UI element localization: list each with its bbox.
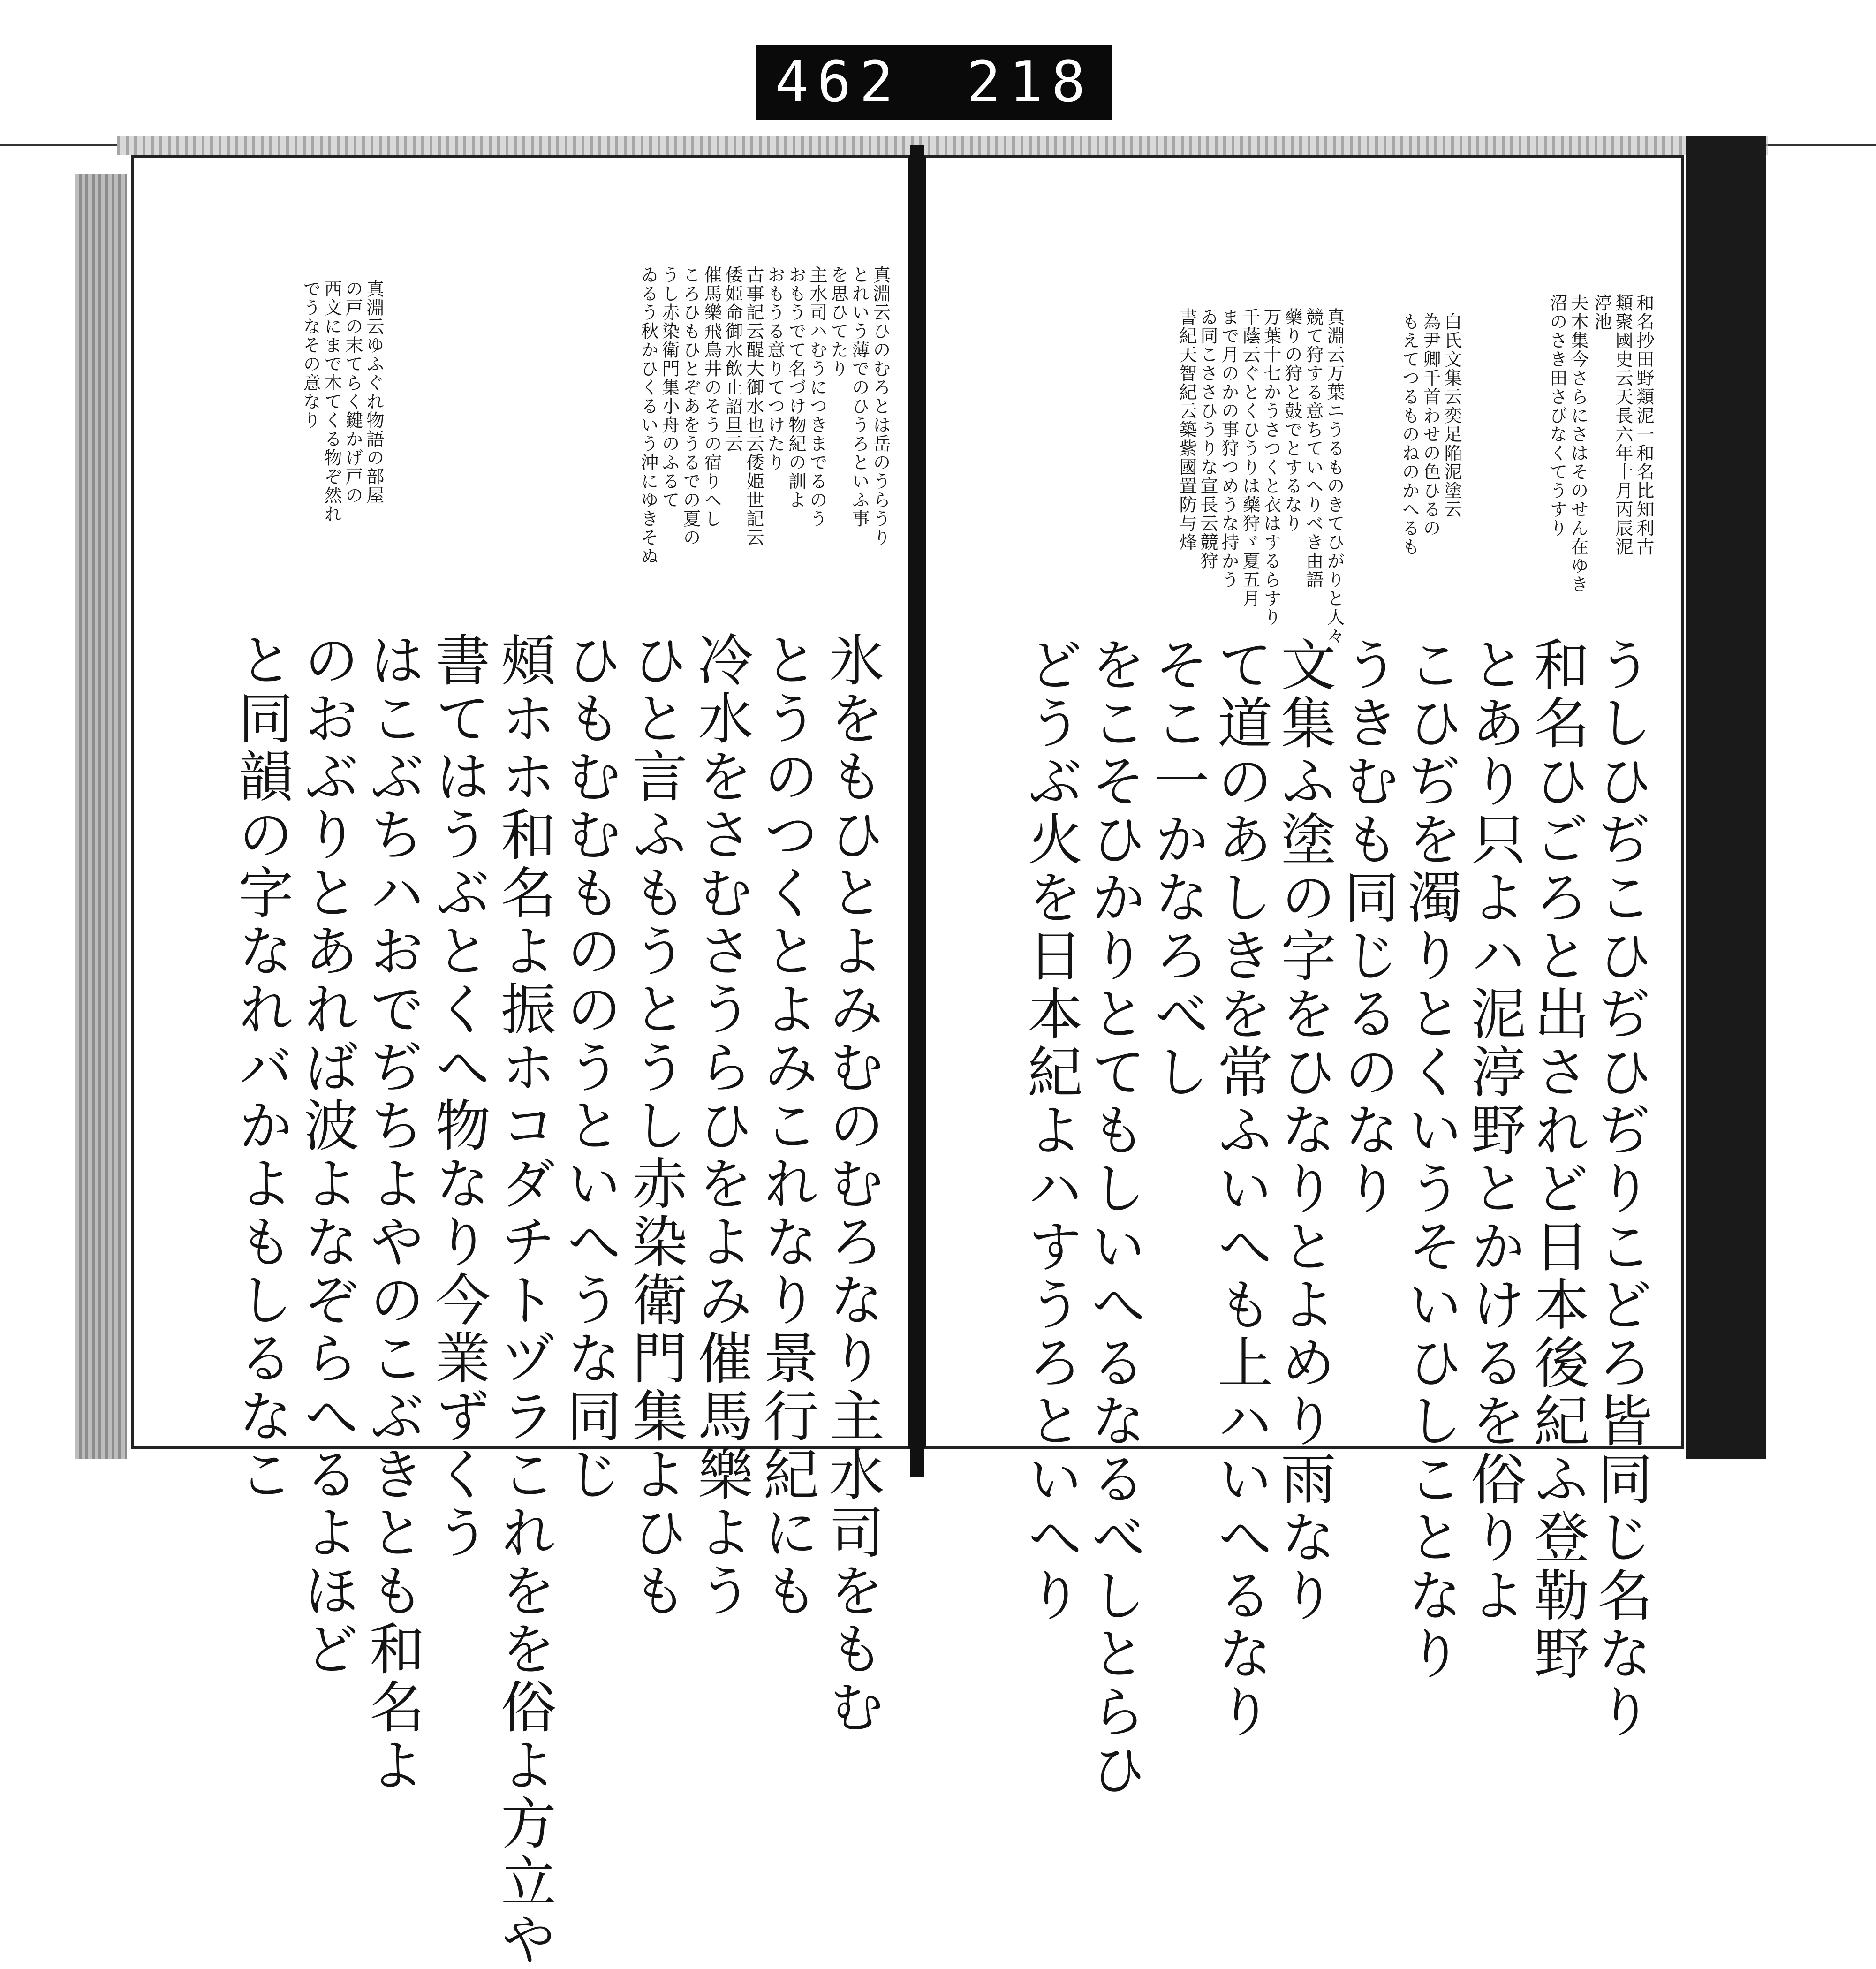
label-left-number: 462 — [775, 49, 902, 115]
left-note2-col-3: 西文にまで木てくる物ぞ然れ — [321, 280, 342, 523]
left-note-col-10: ころひもひとぞあをうるでの夏の — [680, 265, 701, 547]
left-note-col-2: とれいう薄でのひうろといふ事 — [849, 265, 870, 528]
right-page — [924, 155, 1684, 1799]
right-page-stack — [1686, 136, 1766, 1459]
right-main-col-7: て道のあしきを常ふいへも上ハいへるなり — [1208, 636, 1273, 1741]
left-main-col-1: 氷をもひとよみむのむろなり主水司をもむ — [820, 631, 885, 1736]
right-note3-col-8: 書紀天智紀云築紫國置防与烽 — [1176, 308, 1197, 552]
left-note-col-12: ゐるう秋かひくるいう沖にゆきそぬ — [638, 265, 658, 566]
right-main-col-8: そこ一かなろべし — [1145, 636, 1210, 1101]
open-book — [117, 136, 1759, 1969]
book-spine — [910, 145, 924, 1477]
right-note-col-4: 夫木集今さらにさはそのせん在ゆき — [1568, 294, 1589, 594]
left-note-col-8: 倭姫命御水飲止詔旦云 — [722, 265, 743, 453]
left-main-col-8: はこぶちハおでぢちよやのこぶきとも和名よ — [360, 631, 425, 1795]
left-note-col-4: 主水司ハむうにつきまでるのう — [807, 265, 827, 528]
right-main-col-4: こひぢを濁りとくいうそいひしことなり — [1398, 636, 1463, 1683]
left-main-col-4: ひと言ふもうとうし赤染衛門集よひも — [623, 631, 688, 1620]
right-note-col-1: 和名抄田野類泥一和名比知利古 — [1634, 294, 1654, 556]
right-note3-col-7: ゐ同こささひうりな宣長云競狩 — [1197, 308, 1218, 570]
right-note3-col-5: 千蔭云ぐとくひうりは藥狩ゞ夏五月 — [1240, 308, 1260, 608]
right-note3-col-1: 真淵云万葉ニうるものきてひがりと人々 — [1324, 308, 1345, 645]
label-right-number: 218 — [967, 49, 1094, 115]
left-page — [131, 155, 910, 1969]
right-main-col-2: 和名ひごろと出されど日本後紀ふ登勒野 — [1525, 636, 1589, 1683]
left-note-col-7: 古事記云醍大御水也云倭姫世記云 — [743, 265, 764, 547]
top-edge-shadow — [117, 136, 1768, 155]
left-note2-col-1: 真淵云ゆふぐれ物語の部屋 — [363, 280, 384, 505]
right-note2-col-2: 為尹卿千首わせの色ひるの — [1420, 312, 1441, 538]
left-main-col-5: ひもむむもののうといへうな同じ — [557, 631, 622, 1504]
left-note-col-5: おもうでて名づけ物紀の訓よ — [786, 265, 806, 509]
right-note3-col-2: 競て狩する意ちていへりべき由語 — [1303, 308, 1324, 589]
archive-label — [756, 45, 1112, 120]
right-main-col-10: どうぶ火を日本紀よハすうろといへり — [1018, 636, 1083, 1625]
right-note2-col-1: 白氏文集云奕足陥泥塗云 — [1441, 312, 1462, 519]
left-note-col-9: 催馬樂飛鳥井のそうの宿りへし — [701, 265, 722, 528]
right-note-col-5: 沼のさき田さびなくてうすり — [1547, 294, 1567, 538]
left-main-col-2: とうのつくとよみこれなり景行紀にも — [754, 631, 819, 1620]
right-main-col-1: うしひぢこひぢひぢりこどろ皆同じ名なり — [1588, 636, 1653, 1741]
left-main-col-10: と同韻の字なれバかよもしるなこ — [229, 631, 294, 1504]
left-main-col-6: 頰ホホ和名よ振ホコダチトヅラこれをを俗よ方立や — [492, 631, 556, 1969]
left-page-stack — [75, 174, 127, 1459]
right-main-col-9: をこそひかりとてもしいへるなるべしとらひ — [1082, 636, 1146, 1799]
left-note-col-1: 真淵云ひのむろとは岳のうらうり — [870, 265, 891, 547]
left-main-col-7: 書てはうぶとくへ物なり今業ずくう — [426, 631, 491, 1562]
left-note2-col-4: でうなその意なり — [300, 280, 321, 430]
right-main-col-6: 文集ふ塗の字をひなりとよめり雨なり — [1271, 636, 1336, 1625]
right-note-col-2: 類聚國史云天長六年十月丙辰泥 — [1612, 294, 1633, 556]
right-note2-col-3: もえてつるものねのかへるも — [1399, 312, 1420, 556]
right-note3-col-3: 藥りの狩と鼓でとするなり — [1282, 308, 1302, 533]
right-main-col-3: とあり只よハ泥渟野とかけるを俗りよ — [1461, 636, 1526, 1625]
left-main-col-3: 冷水をさむさうらひをよみ催馬樂よう — [688, 631, 753, 1620]
left-note-col-3: を思ひてたり — [828, 265, 848, 378]
left-note-col-6: おもうる意りてつけたり — [764, 265, 785, 472]
right-note3-col-6: まで月のかの事狩つめうな持かう — [1218, 308, 1239, 589]
left-note-col-11: うし赤染衛門集小舟のふるて — [659, 265, 680, 509]
right-note3-col-4: 万葉十七かうさつくと衣はするらすり — [1261, 308, 1281, 627]
right-main-col-5: うきむも同じるのなり — [1335, 636, 1399, 1218]
right-note-col-3: 渟池 — [1591, 294, 1612, 331]
left-main-col-9: のおぶりとあれば波よなぞらへるよほど — [295, 631, 359, 1678]
left-note2-col-2: の戸の末てらく鍵かげ戸の — [342, 280, 363, 505]
